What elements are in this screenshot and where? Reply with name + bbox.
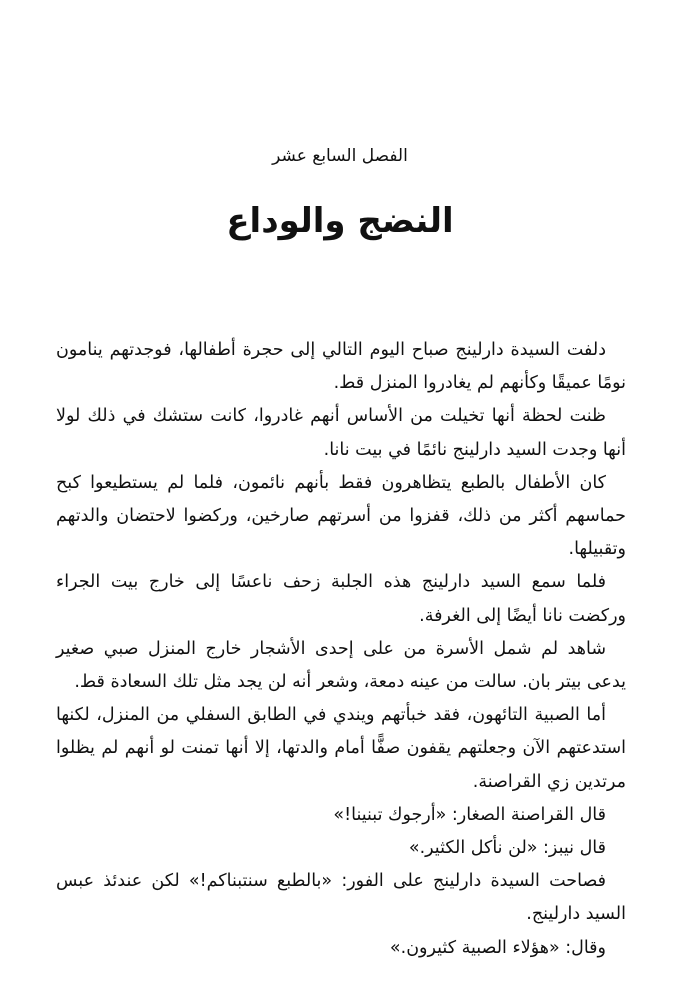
paragraph: فصاحت السيدة دارلينج على الفور: «بالطبع سنتبناكم!» لكن عندئذ عبس السيد دارلينج. — [56, 871, 626, 925]
paragraph: دلفت السيدة دارلينج صباح اليوم التالي إلى حجرة أطفالها، فوجدتهم ينامون نومًا عميقًا وكأنهم لم يغادروا المنزل قط. — [56, 340, 626, 394]
dialogue-line: قال القراصنة الصغار: «أرجوك تبنينا!» — [333, 804, 606, 825]
paragraph: كان الأطفال بالطبع يتظاهرون فقط بأنهم نائمون، فلما لم يستطيعوا كبح حماسهم أكثر من ذلك، قفزوا من أسرتهم صارخين، وركضوا لاحتضان والدتهم وتقبيلها. — [56, 472, 626, 560]
dialogue-line: وقال: «هؤلاء الصبية كثيرون.» — [389, 937, 606, 958]
chapter-number-label: الفصل السابع عشر — [272, 146, 408, 166]
paragraph: ظنت لحظة أنها تخيلت من الأساس أنهم غادروا، كانت ستشك في ذلك لولا أنها وجدت السيد دارلينج نائمًا في بيت نانا. — [56, 406, 626, 460]
paragraph: شاهد لم شمل الأسرة من على إحدى الأشجار خارج المنزل صبي صغير يدعى بيتر بان. سالت من عينه دمعة، وشعر أنه لن يجد مثل تلك السعادة قط. — [56, 638, 626, 693]
chapter-title: النضج والوداع — [226, 201, 454, 241]
chapter-body — [56, 334, 626, 965]
paragraph: فلما سمع السيد دارلينج هذه الجلبة زحف ناعسًا إلى خارج بيت الجراء وركضت نانا أيضًا إلى الغرفة. — [56, 572, 626, 626]
dialogue-line: قال نيبز: «لن نأكل الكثير.» — [408, 838, 606, 859]
paragraph: أما الصبية التائهون، فقد خبأتهم ويندي في الطابق السفلي من المنزل، لكنها استدعتهم الآن وجعلتهم يقفون صفًّا أمام والدتها، إلا أنها تمنت لو أنهم لم يظلوا مرتدين زي القراصنة. — [56, 705, 626, 792]
